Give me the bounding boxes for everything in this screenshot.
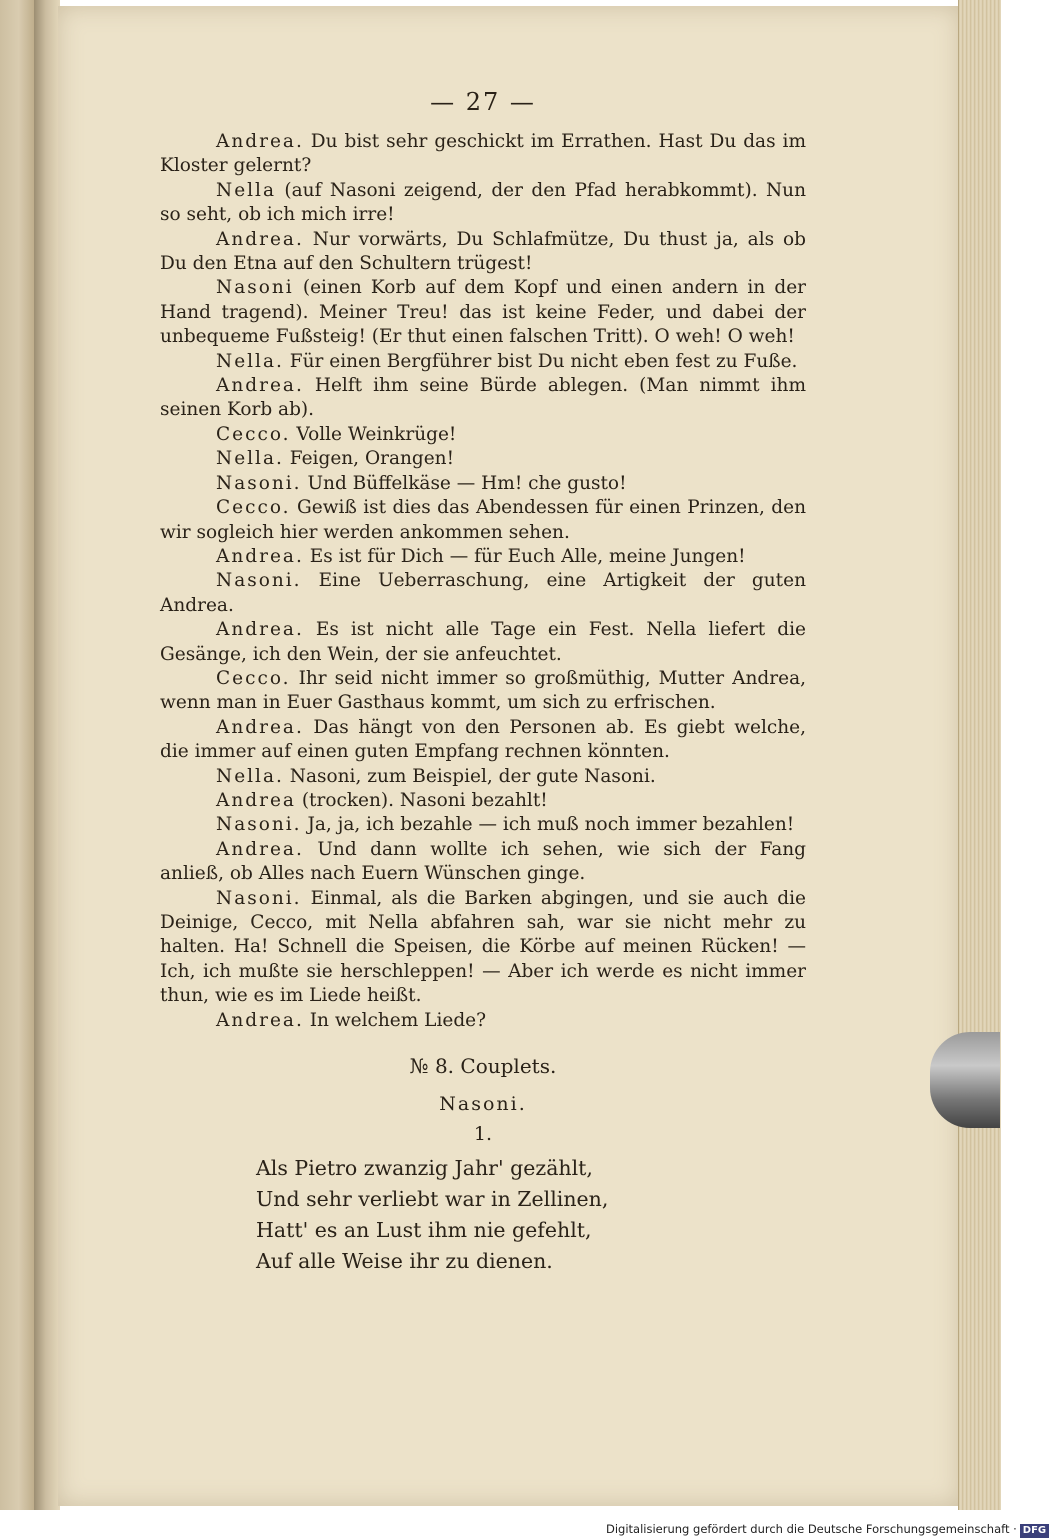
speaker-name: Nasoni. — [216, 472, 302, 494]
dialogue-paragraph — [160, 667, 806, 716]
speaker-name: Andrea. — [216, 131, 304, 152]
speaker-name: Andrea. — [216, 716, 304, 738]
dialogue-text: Feigen, Orangen! — [289, 448, 455, 470]
dialogue-text: Es ist nicht alle Tage ein Fest. Nella liefert die Gesänge, ich den Wein, der sie anfeuchtet. — [160, 619, 806, 665]
speaker-name: Cecco. — [216, 497, 291, 519]
dialogue-paragraph — [160, 496, 806, 545]
speaker-name: Andrea. — [216, 228, 304, 250]
page-clip-icon — [930, 1032, 1000, 1128]
speaker-name: Nella. — [216, 448, 284, 470]
dialogue-text: Für einen Bergführer bist Du nicht eben fest zu Fuße. — [289, 350, 798, 372]
dialogue-paragraph — [160, 813, 806, 837]
speaker-name: Andrea. — [216, 545, 304, 567]
dialogue-paragraph — [160, 716, 806, 765]
dialogue-paragraph — [160, 130, 806, 179]
dialogue-text: Helft ihm seine Bürde ablegen. (Man nimmt ihm seinen Korb ab). — [160, 375, 806, 421]
dialogue-paragraph — [160, 423, 806, 447]
dialogue-paragraph — [160, 1009, 806, 1033]
speaker-name: Nasoni. — [216, 570, 302, 592]
dialogue-paragraph — [160, 789, 806, 813]
credit-text: Digitalisierung gefördert durch die Deutsche Forschungsgemeinschaft · — [606, 1522, 1017, 1536]
speaker-name: Cecco. — [216, 423, 291, 445]
speaker-name: Nella. — [216, 350, 284, 372]
dialogue-block — [160, 130, 806, 1033]
speaker-name: Cecco. — [216, 667, 291, 689]
speaker-name: Andrea. — [216, 1009, 304, 1031]
dialogue-paragraph — [160, 374, 806, 423]
speaker-name: Andrea. — [216, 838, 304, 860]
dialogue-text: Nasoni, zum Beispiel, der gute Nasoni. — [289, 765, 656, 787]
lyric-line: Als Pietro zwanzig Jahr' gezählt, — [256, 1156, 593, 1181]
dialogue-paragraph — [160, 447, 806, 471]
speaker-name: Andrea. — [216, 619, 304, 641]
digitization-credit — [606, 1520, 1047, 1538]
page-number: — 27 — — [430, 88, 536, 116]
dialogue-text: Das hängt von den Personen ab. Es giebt welche, die immer auf einen guten Empfang rechnen könnten. — [160, 716, 806, 763]
dialogue-text: Einmal, als die Barken abgingen, und sie auch die Deinige, Cecco, mit Nella abfahren sah, war sie nicht mehr zu halten. Ha! Schnell die Speisen, die Körbe auf meinen Rücken! — Ich, ich mußte sie herschleppen! — Aber ich werde es nicht immer thun, wie es im Liede heißt. — [160, 887, 806, 1007]
dialogue-text: Ihr seid nicht immer so großmüthig, Mutter Andrea, wenn man in Euer Gasthaus kommt, um sich zu erfrischen. — [160, 667, 806, 714]
page-text — [160, 88, 806, 1277]
song-heading: № 8. Couplets. — [409, 1054, 557, 1079]
dialogue-text: Eine Ueberraschung, eine Artigkeit der guten Andrea. — [160, 570, 806, 616]
dialogue-paragraph — [160, 838, 806, 887]
speaker-name: Nasoni — [216, 277, 294, 299]
dialogue-text: Und Büffelkäse — Hm! che gusto! — [307, 472, 627, 494]
dialogue-paragraph — [160, 887, 806, 1009]
dialogue-text: Du bist sehr geschickt im Errathen. Hast Du das im Kloster gelernt? — [160, 131, 806, 177]
lyric-line: Auf alle Weise ihr zu dienen. — [256, 1249, 553, 1274]
dialogue-text: Nur vorwärts, Du Schlafmütze, Du thust ja, als ob Du den Etna auf den Schultern trügest! — [160, 228, 807, 275]
dialogue-paragraph — [160, 179, 806, 228]
dialogue-paragraph — [160, 276, 806, 349]
lyric-line: Und sehr verliebt war in Zellinen, — [256, 1187, 609, 1212]
verse-number: 1. — [473, 1123, 493, 1146]
speaker-name: Nella. — [216, 765, 284, 787]
speaker-name: Nasoni. — [216, 887, 302, 909]
dialogue-text: Ja, ja, ich bezahle — ich muß noch immer bezahlen! — [307, 814, 795, 836]
facing-page-edge — [0, 0, 34, 1510]
speaker-name: Nasoni. — [216, 814, 302, 836]
dialogue-text: Gewiß ist dies das Abendessen für einen Prinzen, den wir sogleich hier werden ankommen sehen. — [160, 497, 806, 543]
dialogue-text: (auf Nasoni zeigend, der den Pfad herabkommt). Nun so seht, ob ich mich irre! — [160, 179, 806, 226]
speaker-name: Andrea — [216, 789, 296, 811]
dialogue-text: Volle Weinkrüge! — [296, 423, 457, 445]
dialogue-text: (einen Korb auf dem Kopf und einen andern in der Hand tragend). Meiner Treu! das ist keine Feder, und dabei der unbequeme Fußsteig! (Er thut einen falschen Tritt). O weh! O weh! — [160, 277, 807, 348]
dialogue-paragraph — [160, 545, 806, 569]
lyrics-block — [256, 1153, 806, 1277]
dialogue-paragraph — [160, 765, 806, 789]
dialogue-text: (trocken). Nasoni bezahlt! — [301, 789, 548, 811]
book-gutter — [34, 0, 60, 1510]
dialogue-text: Und dann wollte ich sehen, wie sich der Fang anließ, ob Alles nach Euern Wünschen ginge. — [160, 838, 807, 885]
page-stack-edge — [958, 0, 1001, 1510]
dialogue-paragraph — [160, 228, 806, 277]
dialogue-paragraph — [160, 350, 806, 374]
dialogue-paragraph — [160, 618, 806, 667]
dfg-logo-icon: DFG — [1020, 1524, 1049, 1538]
dialogue-text: Es ist für Dich — für Euch Alle, meine Jungen! — [309, 545, 746, 567]
lyric-line: Hatt' es an Lust ihm nie gefehlt, — [256, 1218, 592, 1243]
dialogue-paragraph — [160, 472, 806, 496]
speaker-name: Nella — [216, 179, 276, 201]
speaker-name: Andrea. — [216, 375, 304, 397]
singer-name: Nasoni. — [439, 1093, 527, 1116]
dialogue-text: In welchem Liede? — [309, 1009, 487, 1031]
dialogue-paragraph — [160, 569, 806, 618]
